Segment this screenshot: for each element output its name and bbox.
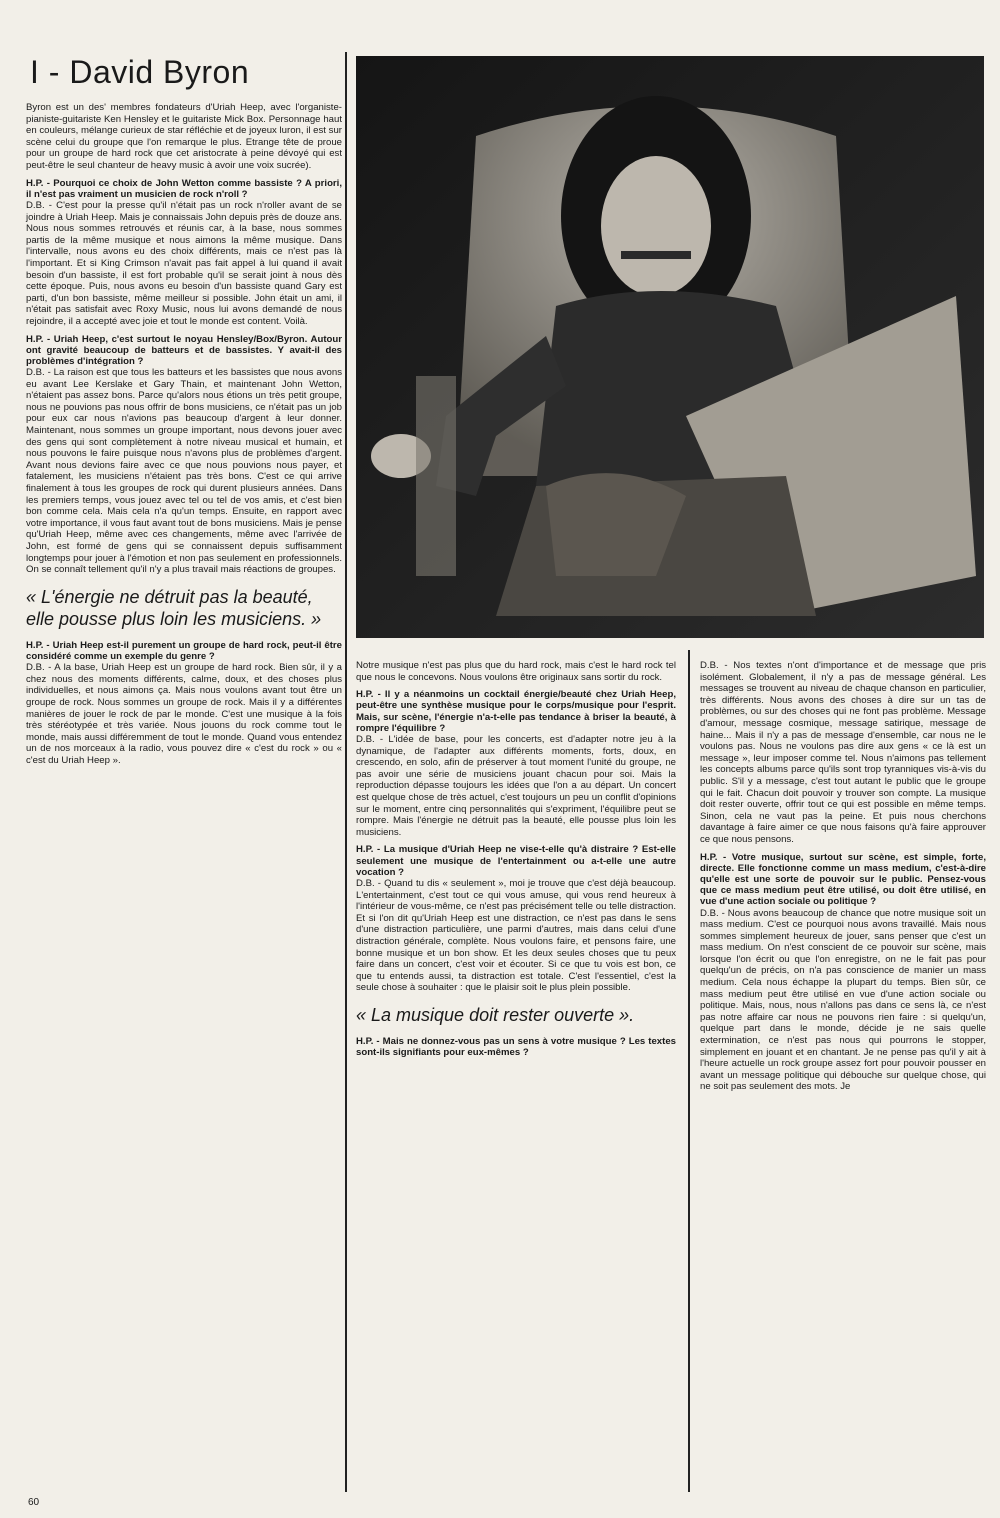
answer: D.B. - C'est pour la presse qu'il n'était pas un rock n'roller avant de se joindre à Uriah Heep. Mais je connaissais John depuis près de douze ans. Nous nous sommes retrouvés et réunis car, à la base, nous sommes partis de la même musique et nous aimons la même musique. Dans l'intervalle, nous avons eu des choix différents, mais ce n'est pas là l'important. Et si King Crimson n'avait pas fait appel à lui quand il avait besoin d'un bassiste, il est fort probable qu'il se serait joint à nous dès cette époque. Puis, nous avons eu besoin d'un bassiste quand Gary est parti, d'un bon bassiste, même meilleur si possible. John était un ami, il n'était pas satisfait avec Roxy Music, nous lui avons demandé de nous rejoindre, il a accepté avec joie et tout le monde est content. Voilà.	[26, 199, 342, 327]
paragraph: Notre musique n'est pas plus que du hard rock, mais c'est le hard rock tel que nous le concevons. Nous voulons être originaux sans sortir du rock.	[356, 660, 676, 683]
answer: D.B. - Nos textes n'ont d'importance et de message que pris isolément. Globalement, il n'y a pas de message général. Les messages se trouvent au niveau de chaque chanson en particulier, très différents. Nous avons des choses à dire sur un tas de problèmes, ou sur des choses qui ne font pas problème. Message d'amour, message cosmique, message satirique, message de haine... Mais il n'y a pas de message d'ensemble, car nous ne le voulons pas. Nous ne voulons pas dire aux gens « ce là est un message », leur imposer comme tel. Nous n'aimons pas tellement les concepts albums parce qu'ils sont trop tyranniques vis-à-vis du public. S'il y a message, c'est tout autant le public que le groupe qui le fait. Chacun doit pouvoir y trouver son compte. La musique doit rester ouverte, offrir tout ce qui est possible en même temps. Sinon, cela ne vaut pas la peine. Et puis nous cherchons davantage à faire aimer ce que nous faisons qu'à faire approuver ce que nous pensons.	[700, 660, 986, 845]
left-column	[26, 52, 342, 1490]
answer: D.B. - Nous avons beaucoup de chance que notre musique soit un mass medium. C'est ce pourquoi nous avons travaillé. Mais nous sommes simplement heureux de jouer, sans penser que c'est un mass medium. On n'est conscient de ce pouvoir sur scène, mais lorsque l'on écrit ou que l'on enregistre, on ne le fait pas pour quelqu'un de précis, on n'a pas conscience de manier un mass medium. Cela nous échappe la plupart du temps. Bien sûr, ce mass medium peut être utilisé en vue d'une action sociale ou politique. Mais, nous, nous n'allons pas dans ce sens là, ce n'est pas notre affaire car nous ne pouvons rien faire : si quelqu'un, quelque part dans le monde, décide je ne sais quelle extermination, ce n'est pas nous qui pourrons le stopper, simplement en jouant et en chantant. Je ne pense pas qu'il y ait à l'heure actuelle un rock groupe assez fort pour pouvoir pousser en avant un message politique qui débouche sur quelque chose, qui ne soit pas seulement des mots. Je	[700, 907, 986, 1093]
page-number: 60	[28, 1497, 40, 1508]
question: H.P. - La musique d'Uriah Heep ne vise-t-elle qu'à distraire ? Est-elle seulement une musique de l'entertainment ou a-t-elle une autre vocation ?	[356, 844, 676, 878]
portrait-photo	[356, 56, 984, 638]
right-column	[700, 660, 986, 1490]
question: H.P. - Votre musique, surtout sur scène, est simple, forte, directe. Elle fonctionne comme un mass medium, c'est-à-dire qu'elle est une sorte de pouvoir sur le public. Pensez-vous que ce mass medium peut être utilisé, ou doit être utilisé, en vue d'une action sociale ou politique ?	[700, 851, 986, 908]
intro-paragraph: Byron est un des' membres fondateurs d'Uriah Heep, avec l'organiste-pianiste-guitariste Ken Hensley et le guitariste Mick Box. Personnage haut en couleurs, mélange curieux de star réfléchie et de joyeux luron, il est sur scène celui du groupe que l'on remarque le plus. Etrange tête de proue pour un groupe de hard rock que cet aristocrate à peine dévoyé qui est peut-être le seul chanteur de heavy music à avoir une voix sucrée).	[26, 102, 342, 171]
question: H.P. - Il y a néanmoins un cocktail énergie/beauté chez Uriah Heep, peut-être une synthèse musique pour le corps/musique pour l'esprit. Mais, sur scène, l'énergie n'a-t-elle pas tendance à briser la beauté, à rompre l'équilibre ?	[356, 689, 676, 734]
column-divider	[688, 650, 690, 1492]
middle-column	[356, 660, 676, 1490]
question: H.P. - Pourquoi ce choix de John Wetton comme bassiste ? A priori, il n'est pas vraiment un musicien de rock n'roll ?	[26, 177, 342, 200]
answer: D.B. - A la base, Uriah Heep est un groupe de hard rock. Bien sûr, il y a chez nous des moments différents, calme, doux, et des choses plus individuelles, et nous aimons ça. Mais nous voulons avant tout être un groupe de rock. Nous sommes un groupe de rock. Mais il y a différentes manières de jouer le rock de par le monde. C'est une musique à la fois très stéréotypée et très variée. Nous jouons du rock comme tout le monde, mais aussi différemment de tout le monde. Quand vous entendez un de nos morceaux à la radio, vous pouvez dire « c'est du rock » ou « c'est du Uriah Heep ».	[26, 662, 342, 766]
pull-quote: « La musique doit rester ouverte ».	[356, 1004, 635, 1025]
question: H.P. - Uriah Heep est-il purement un groupe de hard rock, peut-il être considéré comme un exemple du genre ?	[26, 639, 342, 662]
question: H.P. - Mais ne donnez-vous pas un sens à votre musique ? Les textes sont-ils signifiants pour eux-mêmes ?	[356, 1035, 676, 1059]
column-divider	[345, 52, 347, 1492]
pull-quote: « L'énergie ne détruit pas la beauté, elle pousse plus loin les musiciens. »	[26, 586, 322, 629]
article-title: I - David Byron	[30, 54, 250, 90]
answer: D.B. - La raison est que tous les batteurs et les bassistes que nous avons eu avant Lee Kerslake et Gary Thain, et maintenant John Wetton, n'étaient pas assez bons. Parce qu'alors nous étions un très petit groupe, nous ne pouvions pas nous offrir de bons musiciens, ce n'était pas un job pour eux car nous n'avions pas beaucoup d'argent à leur donner. Maintenant, nous sommes un groupe important, nous devons jouer avec des gens qui sont complètement à notre niveau musical et humain, et nous pouvons le faire puisque nous n'avons plus de problèmes d'argent. Avant nous devions faire avec ce que nous pouvions nous payer, et fatalement, les musiciens n'étaient pas très bons. C'est ce qui arrive finalement à tous les groupes de rock qui durent plusieurs années. Dans les premiers temps, vous jouez avec tel ou tel de vos amis, et c'est bien bon comme cela. Mais cela n'a qu'un temps. Ensuite, en rapport avec votre importance, il vous faut avant tout de bons musiciens. Mais je pense qu'Uriah Heep, même avec ces changements, même avec l'arrivée de John, est formé de gens qui se connaissent depuis suffisamment longtemps pour jouer à l'émotion et non pas seulement en professionnels. On se connaît tellement qu'il n'y a plus travail mais réactions de groupes.	[26, 367, 342, 576]
answer: D.B. - Quand tu dis « seulement », moi je trouve que c'est déjà beaucoup. L'entertainment, c'est tout ce qui vous amuse, qui vous rend heureux à l'intérieur de vous-même, ce n'est pas précisément telle ou telle distraction. Et si l'on dit qu'Uriah Heep est une distraction, ce n'est pas dans le sens d'une distraction particulière, une parmi d'autres, mais dans celui d'une distraction générale, complète. Nous voulons faire, et pensons faire, une bonne musique et un bon show. Et les deux seules choses que tu peux faire dans un concert, c'est voir et écouter. Si ce que tu vois est bon, ce que tu entends aussi, ta distraction est totale. C'est l'essentiel, c'est la seule chose à souhaiter : que le plaisir soit le plus plein possible.	[356, 877, 676, 994]
photo-illustration	[356, 56, 984, 638]
answer: D.B. - L'idée de base, pour les concerts, est d'adapter notre jeu à la dynamique, de l'adapter aux différents moments, forts, doux, en crescendo, en solo, afin de préserver à tout moment l'unité du groupe, ne pas avoir une série de musiciens jouant chacun pour soi. Mais la reproduction dépasse toujours les idées que l'on a au départ. Un concert est quelque chose de très actuel, c'est toujours un peu un conflit d'opinions sur le moment, entre cinq personnalités qui s'expriment, l'équilibre peut se rompre. Mais l'énergie ne détruit pas la beauté, elle pousse plus loin les musiciens.	[356, 734, 676, 838]
question: H.P. - Uriah Heep, c'est surtout le noyau Hensley/Box/Byron. Autour ont gravité beaucoup de batteurs et de bassistes. Y avait-il des problèmes d'intégration ?	[26, 333, 342, 367]
